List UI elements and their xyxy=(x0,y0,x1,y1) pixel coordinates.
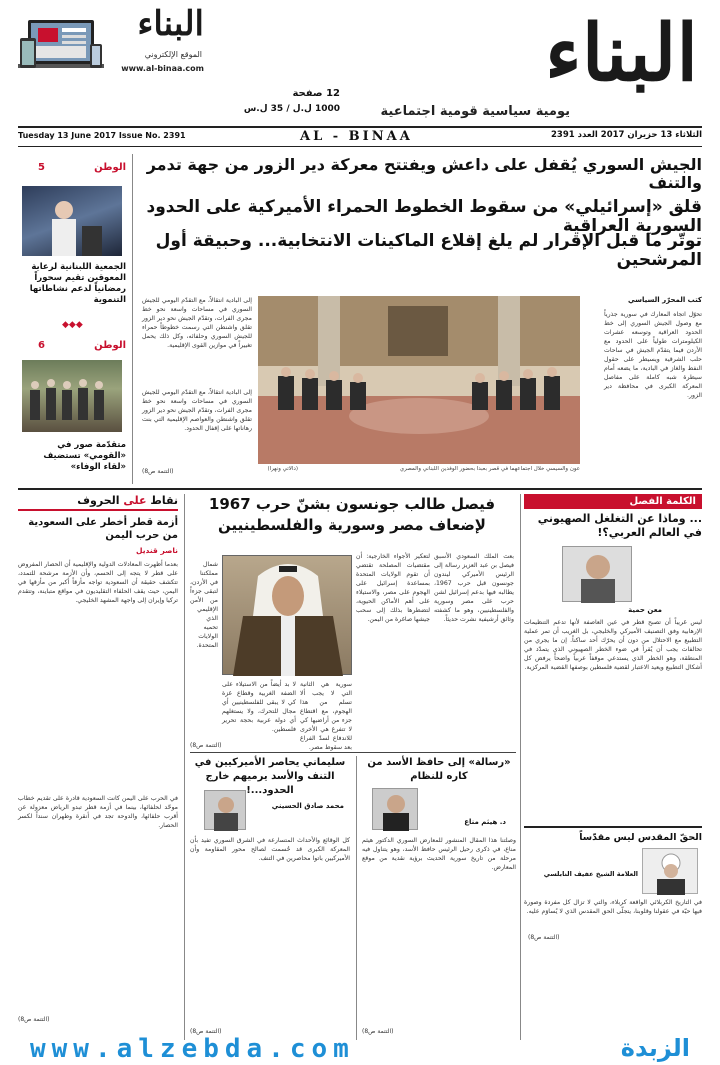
sacred-cont: (التتمة ص8) xyxy=(528,934,560,941)
sub-right-text: وصلتنا هذا المقال المنشور للمعارض السوري الدكتور هيثم مناع، في ذكرى رحيل الرئيس حافظ الأسد، وهو يتناول فيه مرحلة من تاريخ سورية الحديث برؤية نقدية من موقع المعارض. xyxy=(362,837,516,871)
points-title-b: على xyxy=(123,494,147,507)
top-headline-1: الجيش السوري يُقفل على داعش ويفتتح معركة دير الزور من جهة تدمر والتنف xyxy=(146,155,702,192)
sacred-right-box xyxy=(524,826,702,944)
price: 1000 ل.ل / 35 ل.س xyxy=(243,104,340,114)
sidebar-photo-2 xyxy=(22,360,122,432)
watermark-bar xyxy=(0,1034,720,1065)
editorial-author-photo xyxy=(562,546,632,602)
masthead-rule-bottom xyxy=(18,146,702,147)
mini-label: الموقع الإلكتروني xyxy=(144,50,202,59)
top-continued: (التتمة ص8) xyxy=(142,468,174,475)
vrule-2 xyxy=(356,756,357,1040)
sacred-title: الحقّ المقدس ليس مقدّساً xyxy=(579,832,702,843)
website-promo xyxy=(18,6,208,98)
page-count: 12 صفحة xyxy=(292,88,340,99)
sub-story-right xyxy=(362,756,516,1040)
top-photo-credit: (دالاتي ونهرا) xyxy=(267,466,298,472)
center-text-4: لا بد أيضاً من الاستيلاء على الضفة الغربية وقطاع غزة كي لا يبقى للفلسطينيين أي مجال للتحرك، ولا يستغلهم أي دولة عربية بحجة تحرير فلسطين. xyxy=(222,681,296,733)
sidebar-section-2[interactable] xyxy=(18,340,126,351)
sidebar xyxy=(18,160,126,482)
masthead-rule-top xyxy=(18,126,702,128)
top-headline-3: توتّر ما قبل الإقرار لم يلغ إقلاع الماكينات الانتخابية... وحبيقة أول المرشحين xyxy=(155,231,702,270)
top-photo-caption: عون والسيسي خلال اجتماعهما في قصر بعبدا بحضور الوفدين اللبناني والمصري xyxy=(399,466,580,472)
editorial-author: معن حمية xyxy=(628,606,662,614)
hrule-center xyxy=(190,752,516,753)
top-col-1: تحوّل اتجاه المعارك في سورية جذرياً مع وصول الجيش السوري إلى خط الحدود العراقية وتوسعه عشرات الكيلومترات طولياً على الحدود مع الأردن فيما يتقدّم الجيش في ساحات حلب الشرقية ويسيطر على حقول النفط والغاز في البادية، ما يضعه أمام سيطرة شبه كاملة على مفاصل المعركة الكبرى في محافظة دير الزور. xyxy=(604,311,702,399)
editorial-text: ليس غريباً أن تصبح قطر في عين العاصفة لأنها تدعم التنظيمات الإرهابية وفق التصنيف الأميركي والخليجي، بل الغريب أن تمر عملية التطبيع مع الاحتلال من دون أن يحرّك أحد ساكناً. إن ما يجري من تحالفات يجب أن يُقرأ في ضوء الخطر الصهيوني الذي يتمدّد في المنطقة، وهو الخطر الذي يستدعي موقفاً عربياً واضحاً يرفض كل أشكال التطبيع ويعيد الاعتبار لقضية فلسطين بوصفها القضية المركزية. xyxy=(524,619,702,671)
sacred-author: العلامة الشيخ عفيف النابلسي xyxy=(543,870,638,878)
points-cont: (التتمة ص8) xyxy=(18,1016,50,1023)
sub-story-left xyxy=(190,756,350,1040)
vrule-1 xyxy=(520,494,521,1040)
points-title-c: الحروف xyxy=(77,494,120,507)
masthead xyxy=(0,0,720,150)
sidebar-headline-1[interactable]: الجمعية اللبنانية لرعاية المعوقين تقيم سحوراً رمضانياً لدعم نشاطاتها التنموية xyxy=(29,262,126,305)
sub-left-headline: سليماني يحاصر الأميركيين في التنف والأسد يرميهم خارج الحدود...! xyxy=(194,757,346,796)
sub-right-headline: «رسالة» إلى حافظ الأسد من كاره للنظام xyxy=(367,757,511,782)
points-column xyxy=(18,494,178,1040)
editorial-title: الكلمة الفصل xyxy=(524,494,702,509)
center-photo xyxy=(222,555,352,675)
devices-icon xyxy=(18,18,104,80)
sacred-text: في التاريخ الكربلائي الواقعة كربلاء، والتي لا تزال كل مفردة وصورة فيها حيّة في عقولنا وقلوبنا، يتجلّى الحق المقدس الذي لا يُساوَم عليه. xyxy=(524,899,702,915)
sidebar-divider xyxy=(132,154,133,484)
sidebar-separator-dots: ◆◆◆ xyxy=(62,320,83,330)
center-headline: فيصل طالب جونسون بشنّ حرب 1967 لإضعاف مصر وسورية والفلسطينيين xyxy=(208,495,496,534)
editorial-headline: ... وماذا عن التغلغل الصهيوني في العالم العربي؟! xyxy=(537,512,702,539)
sidebar-section-1-label: الوطن xyxy=(94,162,126,173)
center-cont: (التتمة ص8) xyxy=(190,742,222,749)
center-text-2: لتعكير الأجواء الخارجية: أن مقتضيات المصلحة تقتضي أن تقوم الولايات المتحدة بمساعدة إسرائيل على الهجوم على مصر، والاستيلاء على أهم الأماكن الحيوية، لتضطرها بذلك إلى سحب جيشها صاغرة من اليمن. xyxy=(356,553,430,623)
masthead-tagline: يومية سياسية قومية اجتماعية xyxy=(380,104,570,119)
top-headline-2: قلق «إسرائيلي» من سقوط الخطوط الحمراء الأميركية على الحدود السورية العراقية xyxy=(146,197,702,236)
sidebar-page-2: 6 xyxy=(38,340,45,351)
sub-left-cont: (التتمة ص8) xyxy=(190,1028,222,1035)
center-text-1: بعث الملك السعودي الأسبق فيصل بن عبد العزيز رسالة إلى الرئيس الأميركي ليندون جونسون قبل حرب 1967، يطالبه فيها بدعم إسرائيل لشن حرب على مصر وسورية والفلسطينيين، وهو ما كشفته وثائق أرشيفية نشرت حديثاً. xyxy=(434,553,514,623)
editorial-column xyxy=(524,494,702,944)
watermark-brand: الزبدة xyxy=(620,1034,690,1062)
sub-right-photo xyxy=(372,788,418,830)
points-title xyxy=(18,494,178,511)
sidebar-photo-1 xyxy=(22,186,122,256)
sidebar-page-1: 5 xyxy=(38,162,45,173)
vrule-3 xyxy=(184,494,185,1040)
points-author: ناصر قنديل xyxy=(136,546,178,555)
points-text: بعدما أظهرت المعادلات الدولية والإقليمية أن الحصار المفروض على قطر لا يتجه إلى الحسم، وأن الأزمة مرشحة للتمدد، تتكشف حقيقة أن السعودية تواجه مأزقاً أكبر من مأزقها في اليمن، حيث يقف الحلفاء التقليديون في مواقع متباينة، وتتقدم تركيا وإيران إلى واجهة المشهد الخليجي. xyxy=(18,561,178,604)
latin-name: AL - BINAA xyxy=(300,129,413,144)
top-col-2: إلى البادية انتقالاً، مع التقدّم اليومي للجيش السوري في مساحات واسعة نحو خط مجرى الفرات، وتقدّم الجيش نحو دير الزور تقلق واشنطن التي رسمت خطوطاً حمراء للجيش السوري وحلفائه، وكل ذلك يحمل تغييراً في موازين القوى الإقليمية. xyxy=(142,297,252,349)
issue-date-en: Tuesday 13 June 2017 Issue No. 2391 xyxy=(18,131,186,140)
points-headline: أزمة قطر أخطر على السعودية من حرب اليمن xyxy=(28,517,178,541)
mini-logo: البناء xyxy=(137,4,204,44)
issue-date-ar: الثلاثاء 13 حزيران 2017 العدد 2391 xyxy=(551,130,702,140)
top-byline: كتب المحرّر السياسي xyxy=(628,296,702,304)
top-photo xyxy=(258,296,580,464)
points-text-2: في الحرب على اليمن كانت السعودية قادرة على تقديم خطاب موحّد لحلفائها، بينما في أزمة قطر تبدو الرياض معزولة عن أقرب حلفائها، والدوحة تجد في أنقرة وطهران سنداً لكسر الحصار. xyxy=(18,795,178,829)
sidebar-headline-2[interactable]: متقدّمة صور في «القومي» تستضيف «لقاء الوفاء» xyxy=(43,440,126,472)
section-rule xyxy=(18,488,702,490)
center-text-5: شمال مملكتنا في الأردن، لتبقى جزءاً من الأمن الإقليمي الذي تحميه الولايات المتحدة. xyxy=(190,561,218,649)
sub-left-author: محمد صادق الحسيني xyxy=(271,802,344,810)
sacred-author-photo xyxy=(642,848,698,894)
masthead-logo: البناء xyxy=(545,8,698,99)
watermark-url[interactable]: www.alzebda.com xyxy=(30,1034,355,1064)
top-col-3: إلى البادية انتقالاً، مع التقدّم اليومي للجيش السوري في مساحات واسعة نحو خط مجرى الفرات، وتقدّم الجيش نحو دير الزور تقلق واشنطن والعواصم الإقليمية التي بنت رهاناتها على إقفال الحدود. xyxy=(142,389,252,432)
sidebar-section-1[interactable] xyxy=(18,162,126,173)
website-url[interactable]: www.al-binaa.com xyxy=(121,64,204,73)
sub-left-text: كل الوقائع والأحداث المتسارعة في الشرق السوري تفيد بأن المعركة الكبرى قد حُسمت لصالح محور المقاومة وأن الأميركيين باتوا محاصرين في التنف. xyxy=(190,837,350,862)
center-text-3: سورية هي الثانية التي لا يجب ألا تسلم من هذا الهجوم، مع اقتطاع جزء من أراضيها كي لا تتفرغ هي الأخرى للاندفاع لسدّ الفراغ بعد سقوط مصر. xyxy=(300,681,352,751)
sub-left-photo xyxy=(204,790,246,830)
points-title-a: نقاط xyxy=(150,494,178,507)
sub-right-author: د. هيثم مناع xyxy=(464,818,506,826)
sub-right-cont: (التتمة ص8) xyxy=(362,1028,394,1035)
sidebar-section-2-label: الوطن xyxy=(94,340,126,351)
